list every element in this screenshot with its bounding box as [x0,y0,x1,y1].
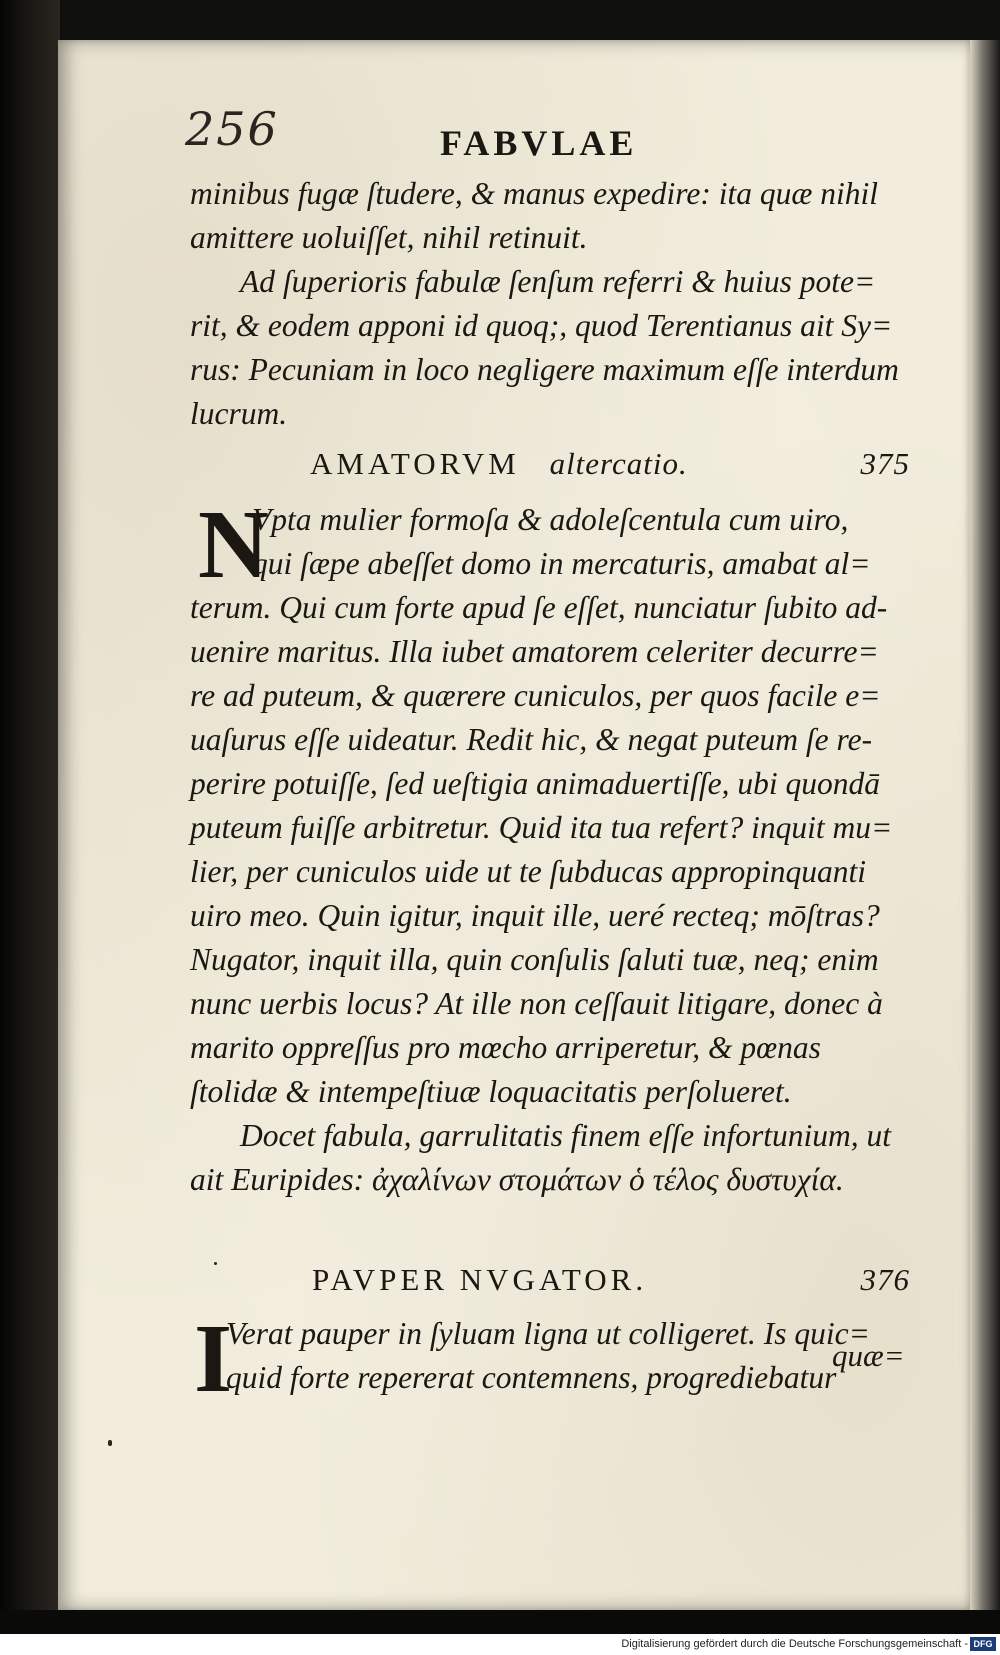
fable-number: 375 [860,446,910,481]
text-line: Ad ſuperioris fabulæ ſenſum referri & huius pote= [240,264,876,299]
text-line: minibus fugæ ſtudere, & manus expedire: ita quæ nihil [190,176,878,211]
text-line: lucrum. [190,396,288,431]
running-head: FABVLAE [440,123,638,163]
fable-376-text [190,1305,930,1413]
digitization-credit: Digitalisierung gefördert durch die Deutsche Forschungsgemeinschaft - [621,1638,968,1650]
text-line: qui ſæpe abeſſet domo in mercaturis, amabat al= [252,546,871,581]
text-line: puteum fuiſſe arbitretur. Quid ita tua refert? inquit mu= [190,810,893,845]
text-line: uenire maritus. Illa iubet amatorem celeriter decurre= [190,634,879,669]
text-line: uaſurus eſſe uideatur. Redit hic, & negat puteum ſe re- [190,722,873,757]
text-line: Docet fabula, garrulitatis finem eſſe infortunium, ut [240,1118,891,1153]
text-line: marito oppreſſus pro mœcho arriperetur, & pœnas [190,1030,821,1065]
ink-speck [214,1262,217,1265]
text-line: amittere uoluiſſet, nihil retinuit. [190,220,588,255]
text-line: Verat pauper in ſyluam ligna ut colligeret. Is quic= [226,1316,870,1351]
text-line: uiro meo. Quin igitur, inquit ille, ueré recteq; mōſtras? [190,898,880,933]
text-line: perire potuiſſe, ſed ueſtigia animaduertiſſe, ubi quondā [190,766,881,801]
page-edge [970,40,1000,1610]
ink-speck [108,1440,112,1446]
book-spine-shadow [0,0,60,1655]
text-line: quid forte repererat contemnens, progrediebatur [226,1360,837,1395]
fable-375-text [190,491,930,1202]
fable-title: AMATORVM [310,446,520,481]
text-line: re ad puteum, & quærere cuniculos, per quos facile e= [190,678,881,713]
text-line: nunc uerbis locus? At ille non ceſſauit litigare, donec à [190,986,883,1021]
fable-number: 376 [860,1262,910,1297]
fable-subtitle: altercatio. [549,446,688,481]
text-line: Vpta mulier formoſa & adoleſcentula cum uiro, [252,502,849,537]
text-line: ſtolidæ & intempeſtiuæ loquacitatis perſolueret. [190,1074,792,1109]
fable-376-heading [190,1262,910,1298]
catchword: quæ= [832,1338,905,1373]
fable-title: PAVPER NVGATOR. [312,1262,648,1297]
text-block-continuation [190,172,930,436]
drop-capital: N [198,491,269,599]
text-line: Nugator, inquit illa, quin conſulis ſaluti tuæ, neq; enim [190,942,879,977]
text-line: ait Euripides: ἀχαλίνων στομάτων ὁ τέλος δυστυχία. [190,1162,844,1197]
scan-background [0,1610,1000,1634]
text-line: lier, per cuniculos uide ut te ſubducas appropinquanti [190,854,867,889]
text-line: rus: Pecuniam in loco negligere maximum eſſe interdum [190,352,899,387]
text-line: terum. Qui cum forte apud ſe eſſet, nunciatur ſubito ad- [190,590,888,625]
page-number: 256 [185,102,279,156]
drop-capital: I [194,1305,233,1413]
fable-375-heading [190,446,910,482]
dfg-logo: DFG [970,1637,996,1651]
text-line: rit, & eodem apponi id quoq;, quod Terentianus ait Sy= [190,308,893,343]
